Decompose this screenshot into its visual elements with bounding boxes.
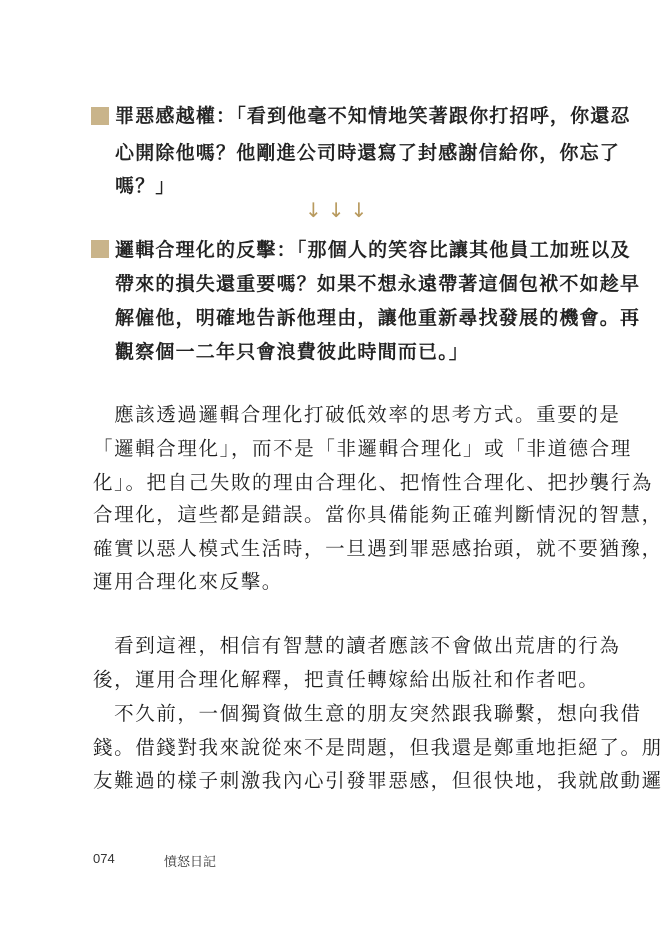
paragraph-1-line-3: 化」。把自己失敗的理由合理化、把惰性合理化、把抄襲行為 (93, 471, 653, 494)
bullet-2-line-3: 解僱他，明確地告訴他理由，讓他重新尋找發展的機會。再 (115, 307, 641, 329)
bullet-1-line-1: 罪惡感越權：「看到他毫不知情地笑著跟你打招呼，你還忍 (115, 105, 631, 127)
paragraph-3-line-1: 不久前，一個獨資做生意的朋友突然跟我聯繫，想向我借 (93, 702, 642, 725)
paragraph-2-line-2: 後，運用合理化解釋，把責任轉嫁給出版社和作者吧。 (93, 668, 600, 691)
page-number: 074 (93, 851, 115, 866)
paragraph-2-line-1: 看到這裡，相信有智慧的讀者應該不會做出荒唐的行為 (93, 634, 621, 657)
paragraph-3-line-2: 錢。借錢對我來說從來不是問題，但我還是鄭重地拒絕了。朋 (93, 736, 663, 759)
bullet-1-line-2: 心開除他嗎？他剛進公司時還寫了封感謝信給你，你忘了 (115, 142, 621, 164)
bullet-2-line-2: 帶來的損失還重要嗎？如果不想永遠帶著這個包袱不如趁早 (115, 273, 641, 295)
paragraph-1-line-1: 應該透過邏輯合理化打破低效率的思考方式。重要的是 (93, 403, 621, 426)
bullet-1-line-3: 嗎？」 (115, 175, 176, 197)
paragraph-3-line-3: 友難過的樣子刺激我內心引發罪惡感，但很快地，我就啟動邏 (93, 769, 663, 792)
bullet-square-icon (91, 240, 109, 258)
bullet-2-line-4: 觀察個一二年只會浪費彼此時間而已。」 (115, 341, 470, 363)
book-title: 憤怒日記 (164, 854, 217, 869)
paragraph-1-line-2: 「邏輯合理化」，而不是「非邏輯合理化」或「非道德合理 (93, 437, 632, 460)
bullet-square-icon (91, 107, 109, 125)
paragraph-1-line-6: 運用合理化來反擊。 (93, 570, 283, 593)
paragraph-1-line-4: 合理化，這些都是錯誤。當你具備能夠正確判斷情況的智慧， (93, 503, 663, 526)
down-arrows-icon: ↓↓↓ (305, 198, 374, 222)
paragraph-1-line-5: 確實以惡人模式生活時，一旦遇到罪惡感抬頭，就不要猶豫， (93, 537, 663, 560)
bullet-2-line-1: 邏輯合理化的反擊：「那個人的笑容比讓其他員工加班以及 (115, 239, 631, 261)
